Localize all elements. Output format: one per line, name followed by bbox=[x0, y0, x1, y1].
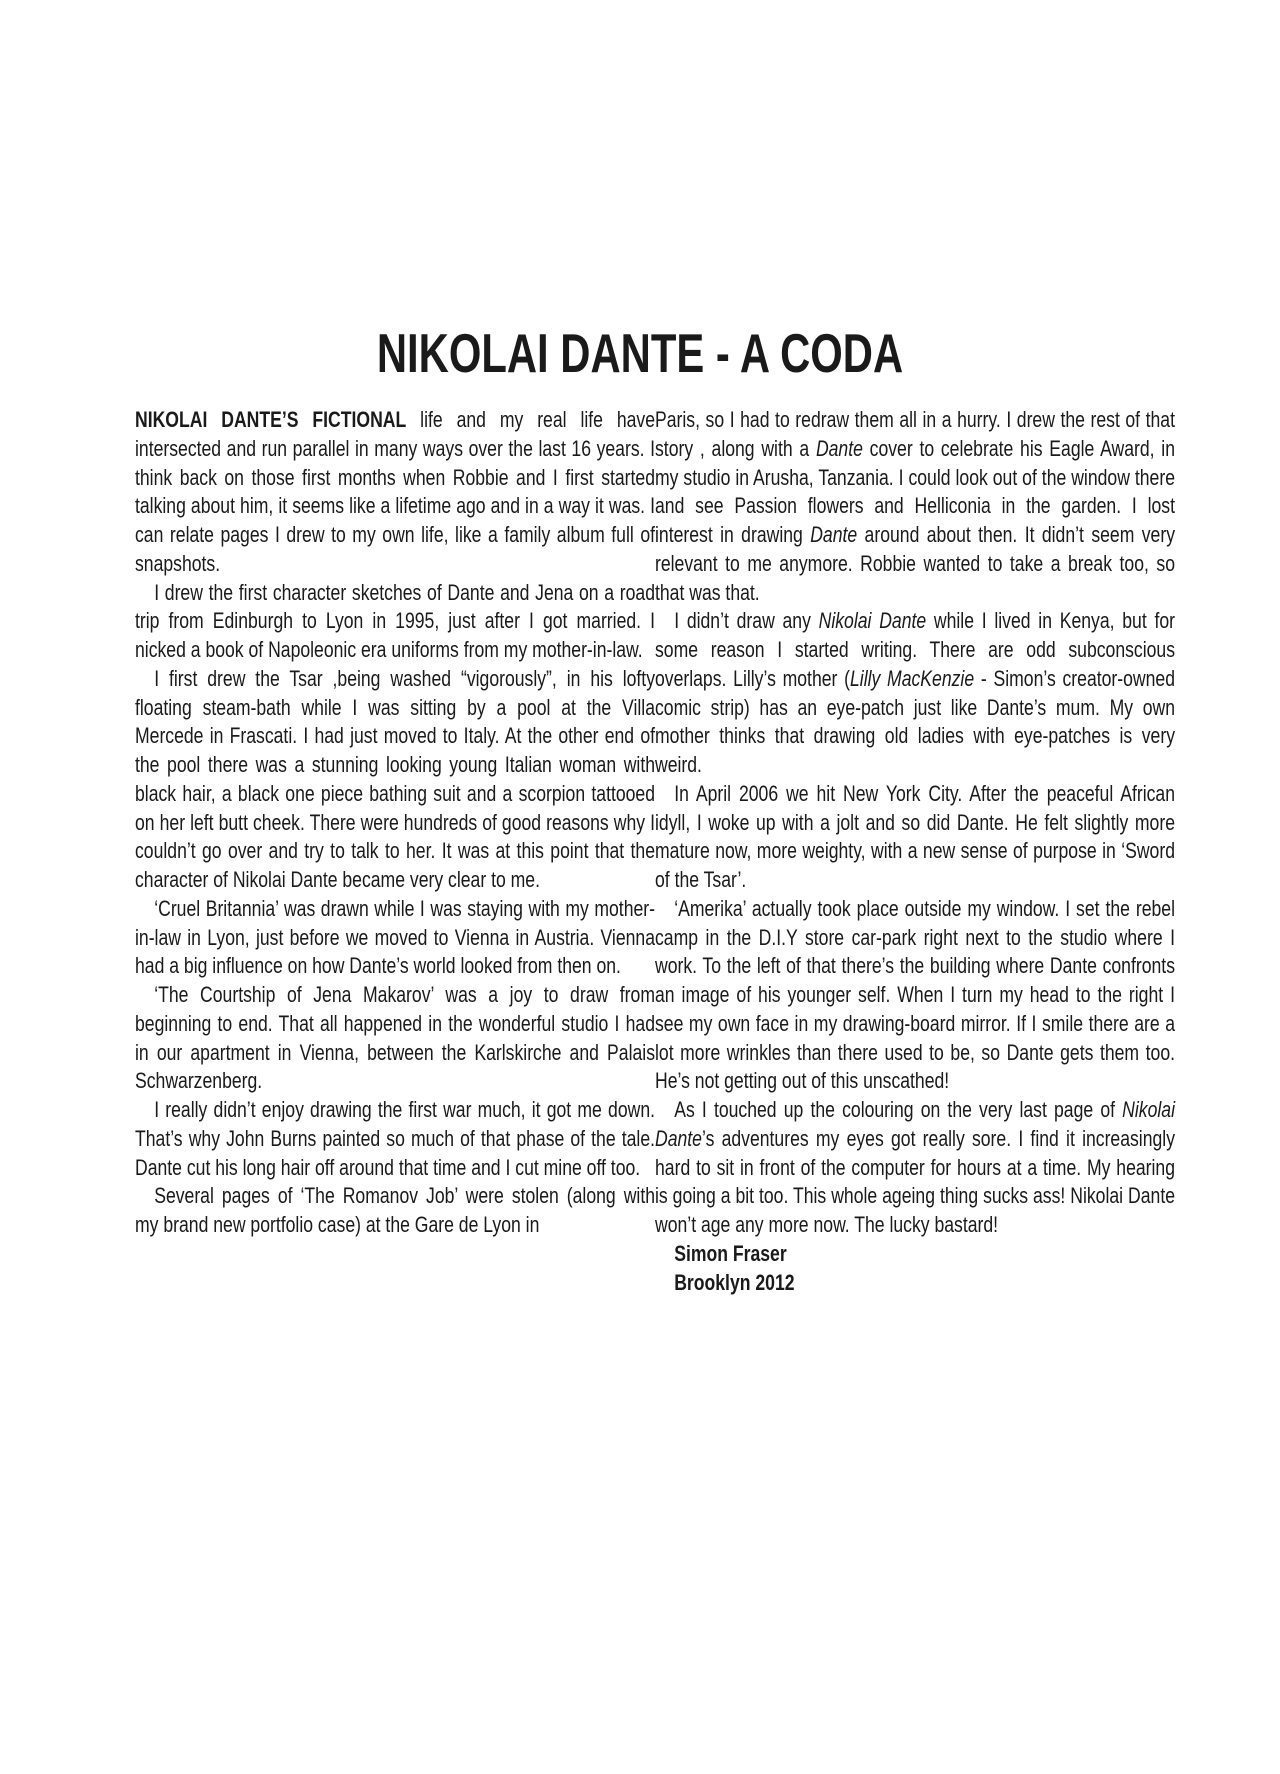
paragraph: I really didn’t enjoy drawing the first war much, it got me down. That’s why John Burns painted so much of that phase of the tale. Dante cut his long hair off around that time and I cut mine off too. bbox=[135, 1097, 655, 1180]
paragraph-text: cover to celebrate his Eagle Award, in my studio in Arusha, Tanzania. I could look out of the window there and see Passion flowers and Helliconia in the garden. I lost interest in drawing bbox=[655, 435, 1175, 547]
signature-name: Simon Fraser bbox=[674, 1240, 787, 1266]
signature-place: Brooklyn 2012 bbox=[674, 1269, 795, 1295]
left-column bbox=[135, 406, 655, 1240]
paragraph: ‘Cruel Britannia’ was drawn while I was staying with my mother-in-law in Lyon, just before we moved to Vienna in Austria. Vienna had a big influence on how Dante’s world looked from then on. bbox=[135, 895, 655, 979]
italic-title: Dante bbox=[815, 435, 863, 461]
paragraph-text: while I lived in Kenya, but for some reason I started writing. There are odd subconscious overlaps. Lilly’s mother ( bbox=[655, 608, 1176, 691]
paragraph-text: life and my real life have intersected and run parallel in many ways over the last 16 years. I think back on those first months when Robbie and I first started talking about him, it seems like a lifetime ago and in a way it was. I can relate pages I drew to my own life, like a family album full of snapshots. bbox=[135, 407, 656, 576]
paragraph bbox=[135, 406, 655, 579]
page-title: NIKOLAI DANTE - A CODA bbox=[376, 322, 904, 384]
paragraph: ‘The Courtship of Jena Makarov’ was a joy to draw from beginning to end. That all happened in the wonderful studio I had in our apartment in Vienna, between the Karlskirche and Palais Schwarzenberg. bbox=[135, 982, 655, 1094]
lead-in: NIKOLAI DANTE’S FICTIONAL bbox=[135, 407, 407, 432]
paragraph-text: I didn’t draw any bbox=[674, 608, 819, 634]
paragraph-text: ’s adventures my eyes got really sore. I find it increasingly hard to sit in front of the computer for hours at a time. My hearing is going a bit too. This whole ageing thing sucks ass! Nikolai Dante won’t age any more now. The lucky bastard! bbox=[655, 1125, 1175, 1237]
paragraph-text: around about then. It didn’t seem very relevant to me anymore. Robbie wanted to take a break too, so that was that. bbox=[655, 522, 1175, 605]
paragraph: I drew the first character sketches of Dante and Jena on a road trip from Edinburgh to Lyon in 1995, just after I got married. I nicked a book of Napoleonic era uniforms from my mother-in-law. bbox=[135, 579, 655, 662]
paragraph: ‘Amerika’ actually took place outside my window. I set the rebel camp in the D.I.Y store car-park right next to the studio where I work. To the left of that there’s the building where Dante confronts an image of his younger self. When I turn my head to the right I see my own face in my drawing-board mirror. If I smile there are a lot more wrinkles than there used to be, so Dante gets them too. He’s not getting out of this unscathed! bbox=[655, 895, 1175, 1094]
paragraph-text: Paris, so I had to redraw them all in a hurry. I drew the rest of that story , along with a bbox=[655, 407, 1175, 461]
paragraph: I first drew the Tsar ,being washed “vigorously”, in his lofty floating steam-bath while I was sitting by a pool at the Villa Mercede in Frascati. I had just moved to Italy. At the other end of the pool there was a stunning looking young Italian woman with black hair, a black one piece bathing suit and a scorpion tattooed on her left butt cheek. There were hundreds of good reasons why I couldn’t go over and try to talk to her. It was at this point that the character of Nikolai Dante became very clear to me. bbox=[135, 665, 655, 892]
italic-title: Nikolai Dante bbox=[655, 1097, 1175, 1151]
paragraph bbox=[655, 607, 1175, 780]
italic-title: Nikolai Dante bbox=[818, 608, 927, 634]
paragraph bbox=[655, 1096, 1175, 1240]
italic-title: Lilly MacKenzie bbox=[850, 665, 975, 691]
paragraph: Several pages of ‘The Romanov Job’ were stolen (along with my brand new portfolio case) at the Gare de Lyon in bbox=[135, 1183, 655, 1237]
italic-title: Dante bbox=[810, 522, 858, 547]
right-column bbox=[655, 406, 1175, 1297]
paragraph bbox=[655, 406, 1175, 607]
paragraph-text: As I touched up the colouring on the very last page of bbox=[674, 1097, 1123, 1122]
paragraph-text: - Simon’s creator-owned comic strip) has an eye-patch just like Dante’s mum. My own mother thinks that drawing old ladies with eye-patches is very weird. bbox=[655, 665, 1176, 777]
paragraph: In April 2006 we hit New York City. After the peaceful African idyll, I woke up with a jolt and so did Dante. He felt slightly more mature now, more weighty, with a new sense of purpose in ‘Sword of the Tsar’. bbox=[655, 780, 1175, 892]
